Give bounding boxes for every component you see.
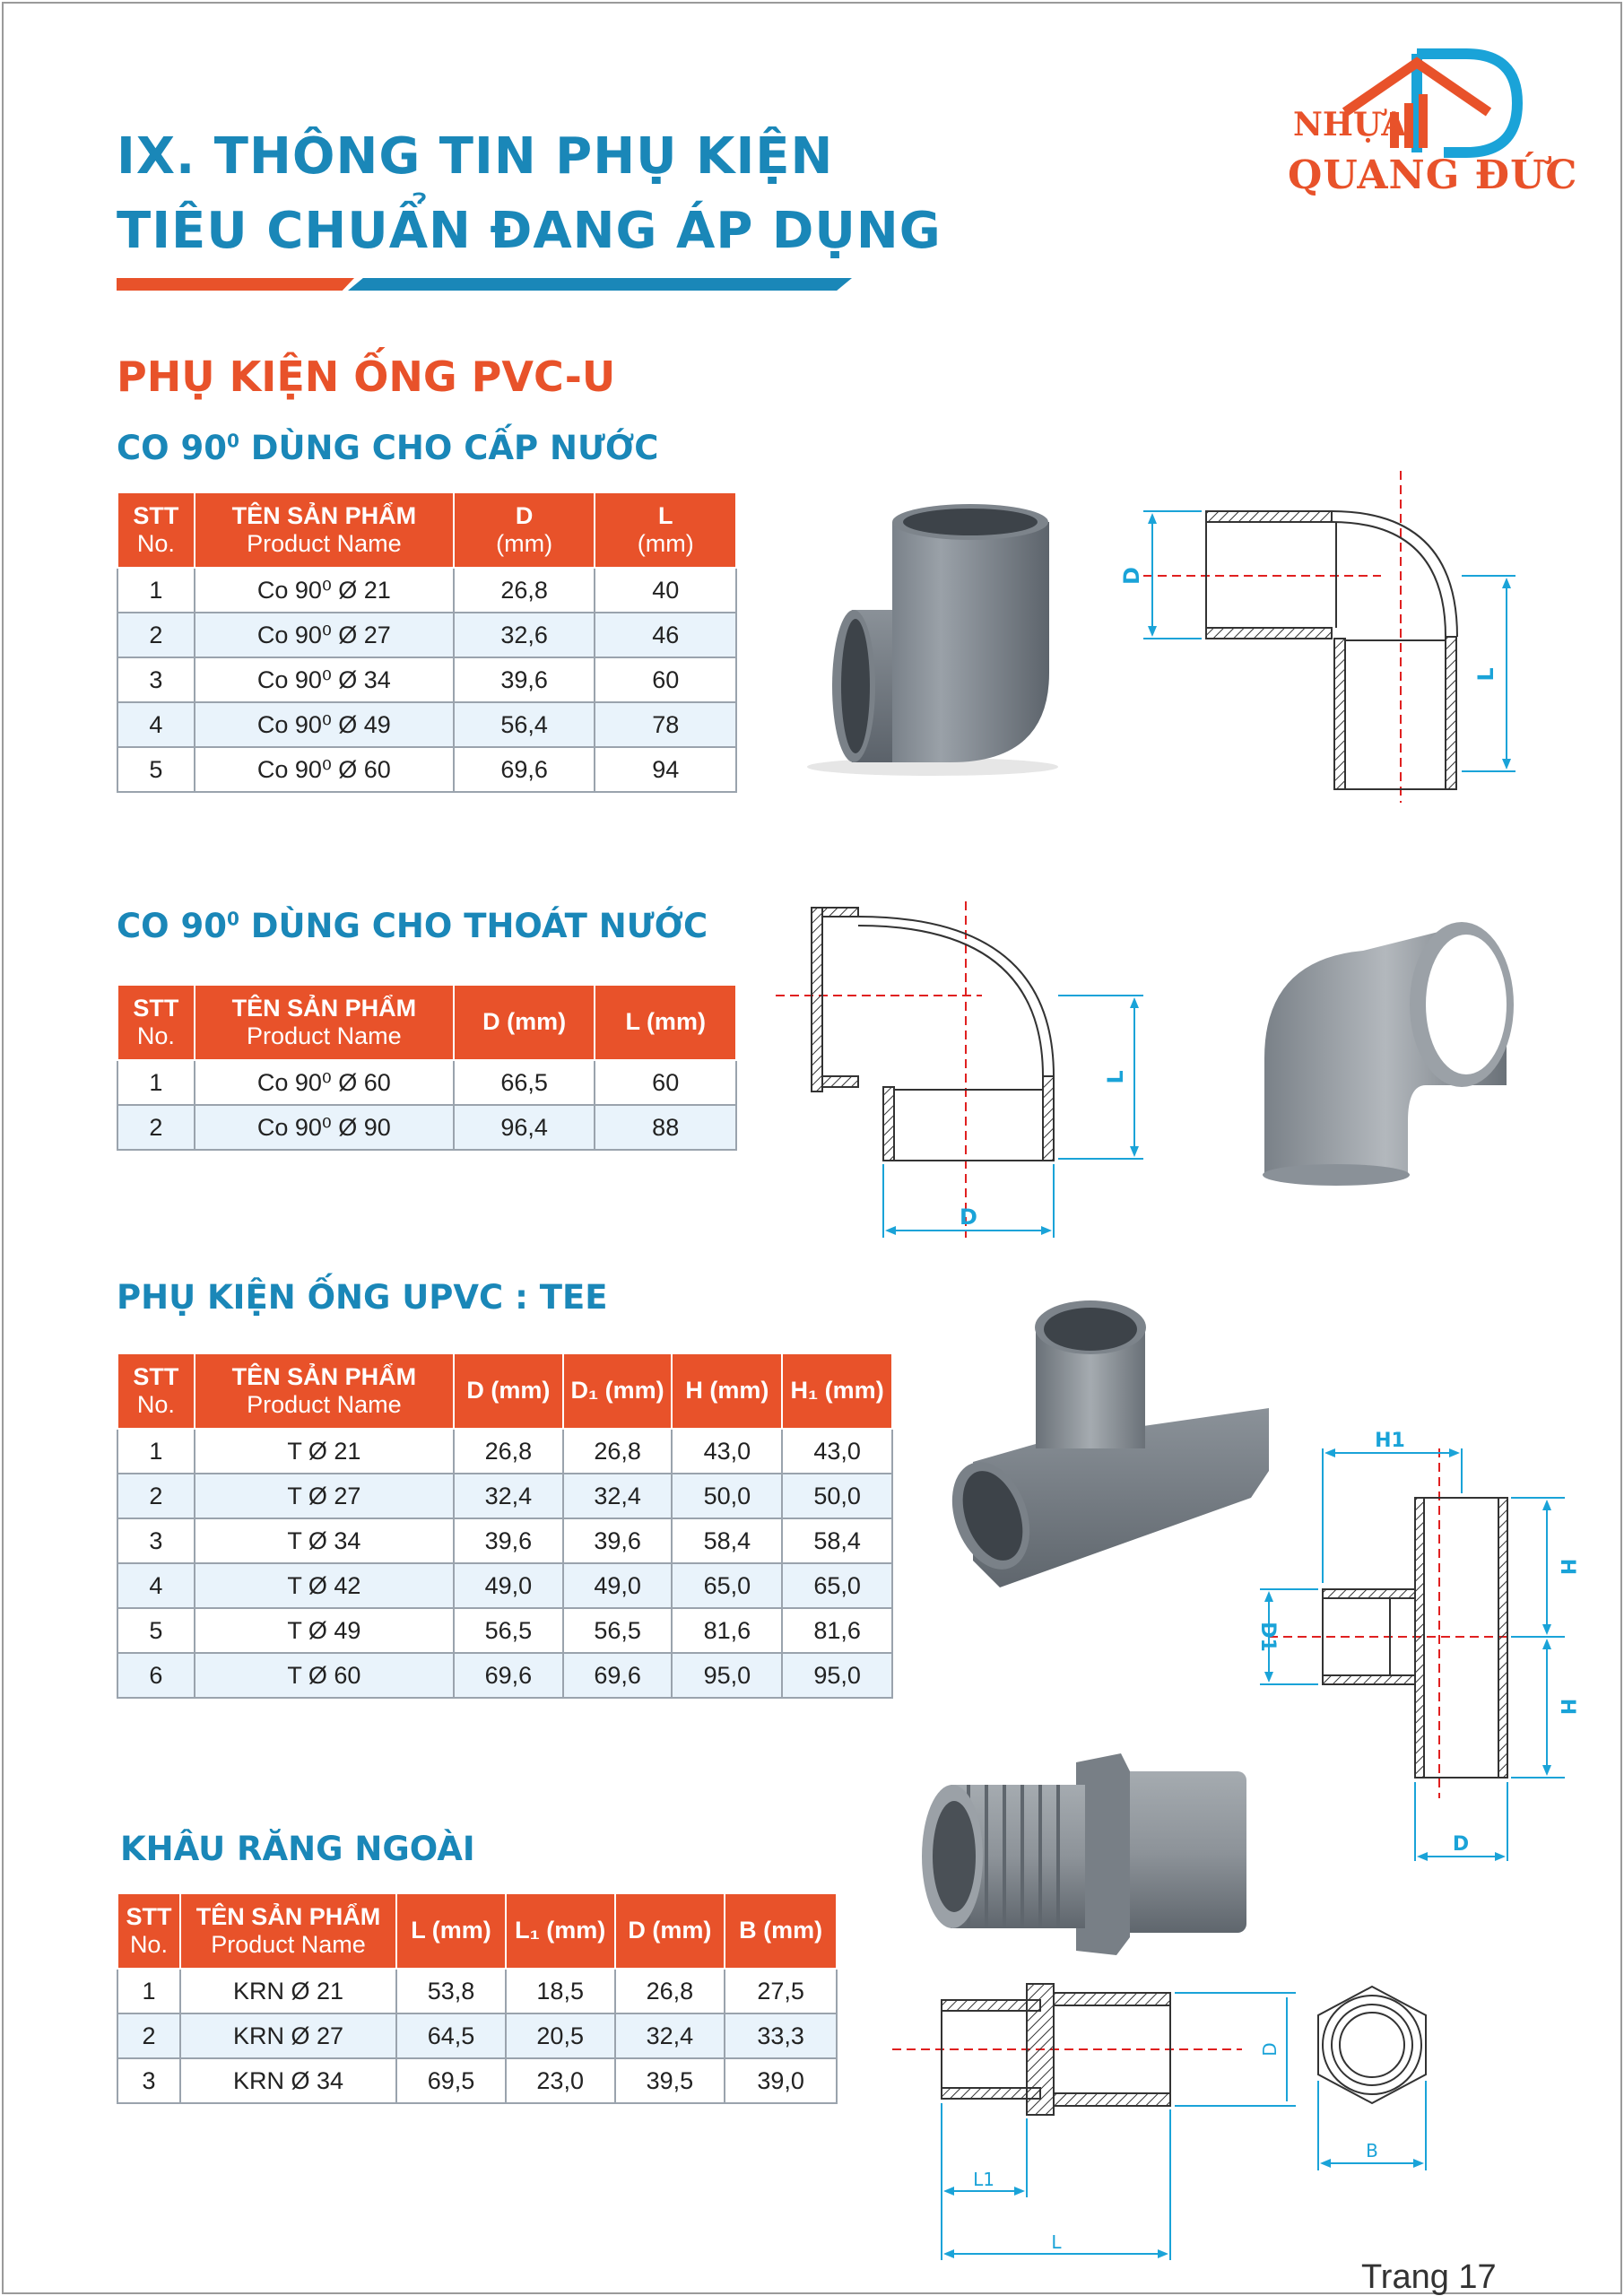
- table-row: 2 T Ø 27 32,4 32,4 50,0 50,0: [117, 1474, 892, 1518]
- svg-text:H1: H1: [1375, 1430, 1405, 1452]
- table-row: 6 T Ø 60 69,6 69,6 95,0 95,0: [117, 1653, 892, 1698]
- tee-table: [117, 1352, 893, 1699]
- svg-text:H: H: [1556, 1558, 1578, 1576]
- svg-text:H: H: [1556, 1698, 1578, 1716]
- header-d: D (mm): [454, 1353, 563, 1429]
- table-row: 1 KRN Ø 21 53,8 18,5 26,8 27,5: [117, 1969, 837, 2013]
- page-title-line1: IX. THÔNG TIN PHỤ KIỆN: [117, 127, 834, 186]
- krn-diagram: [892, 1973, 1305, 2269]
- header-d: D (mm): [615, 1893, 725, 1969]
- table-row: 4 Co 90⁰ Ø 49 56,4 78: [117, 702, 736, 747]
- logo-text-line2: QUANG ĐỨC: [1288, 152, 1578, 198]
- header-h: H (mm): [672, 1353, 782, 1429]
- svg-text:D: D: [960, 1205, 977, 1230]
- elbow-90-photo: [798, 502, 1067, 780]
- krn-title: KHÂU RĂNG NGOÀI: [120, 1830, 475, 1868]
- header-product-name: TÊN SẢN PHẨM Product Name: [195, 1353, 454, 1429]
- svg-text:D: D: [1119, 567, 1144, 585]
- table-row: 3 T Ø 34 39,6 39,6 58,4 58,4: [117, 1518, 892, 1563]
- table-row: 5 Co 90⁰ Ø 60 69,6 94: [117, 747, 736, 792]
- header-product-name: TÊN SẢN PHẨM Product Name: [180, 1893, 396, 1969]
- table-row: 4 T Ø 42 49,0 49,0 65,0 65,0: [117, 1563, 892, 1608]
- header-l: L (mm): [595, 492, 736, 568]
- tee-diagram: [1251, 1431, 1592, 1870]
- header-product-name: TÊN SẢN PHẨM Product Name: [195, 985, 454, 1060]
- header-stt: STT No.: [117, 985, 195, 1060]
- table-row: 5 T Ø 49 56,5 56,5 81,6 81,6: [117, 1608, 892, 1653]
- table-row: 1 Co 90⁰ Ø 60 66,5 60: [117, 1060, 736, 1105]
- co90-thoat-table: [117, 984, 737, 1151]
- header-stt: STT No.: [117, 1893, 180, 1969]
- svg-text:D: D: [1452, 1833, 1470, 1856]
- page-title-line2: TIÊU CHUẨN ĐANG ÁP DỤNG: [117, 202, 942, 260]
- table-row: 1 T Ø 21 26,8 26,8 43,0 43,0: [117, 1429, 892, 1474]
- header-h1: H₁ (mm): [782, 1353, 892, 1429]
- title-underline: [117, 278, 852, 291]
- header-product-name: TÊN SẢN PHẨM Product Name: [195, 492, 454, 568]
- svg-text:L: L: [1103, 1070, 1128, 1084]
- svg-text:L: L: [1051, 2231, 1062, 2253]
- header-d: D (mm): [454, 985, 595, 1060]
- table-row: 1 Co 90⁰ Ø 21 26,8 40: [117, 568, 736, 613]
- header-d: D (mm): [454, 492, 595, 568]
- header-l1: L₁ (mm): [506, 1893, 615, 1969]
- header-d1: D₁ (mm): [563, 1353, 673, 1429]
- logo-text-line1: NHỰA: [1293, 106, 1407, 144]
- table-row: 2 Co 90⁰ Ø 27 32,6 46: [117, 613, 736, 657]
- header-l: L (mm): [595, 985, 736, 1060]
- header-stt: STT No.: [117, 492, 195, 568]
- svg-text:L: L: [1473, 667, 1498, 682]
- table-row: 2 Co 90⁰ Ø 90 96,4 88: [117, 1105, 736, 1150]
- table-row: 2 KRN Ø 27 64,5 20,5 32,4 33,3: [117, 2013, 837, 2058]
- page-number: Trang 17: [1361, 2258, 1497, 2296]
- header-l: L (mm): [396, 1893, 506, 1969]
- header-b: B (mm): [725, 1893, 837, 1969]
- co90-cap-title: CO $90^0$ DÙNG CHO CẤP NƯỚC: [117, 429, 659, 467]
- co90-thoat-title: CO $90^0$ DÙNG CHO THOÁT NƯỚC: [117, 907, 708, 945]
- svg-text:B: B: [1366, 2140, 1378, 2161]
- elbow-90-drain-photo: [1246, 906, 1524, 1184]
- tee-title: PHỤ KIỆN ỐNG UPVC : TEE: [117, 1278, 608, 1317]
- svg-text:D: D: [1259, 2042, 1281, 2057]
- krn-table: [117, 1892, 838, 2104]
- table-row: 3 KRN Ø 34 69,5 23,0 39,5 39,0: [117, 2058, 837, 2103]
- elbow-90-thoat-diagram: [767, 897, 1161, 1247]
- elbow-90-cap-diagram: [1121, 466, 1533, 807]
- section-title: PHỤ KIỆN ỐNG PVC-U: [117, 352, 616, 401]
- table-row: 3 Co 90⁰ Ø 34 39,6 60: [117, 657, 736, 702]
- svg-text:L1: L1: [973, 2169, 994, 2190]
- krn-photo: [915, 1744, 1255, 1969]
- co90-cap-table: [117, 491, 737, 793]
- svg-text:D1: D1: [1256, 1622, 1279, 1652]
- header-stt: STT No.: [117, 1353, 195, 1429]
- krn-hex-end-view: [1305, 1978, 1439, 2175]
